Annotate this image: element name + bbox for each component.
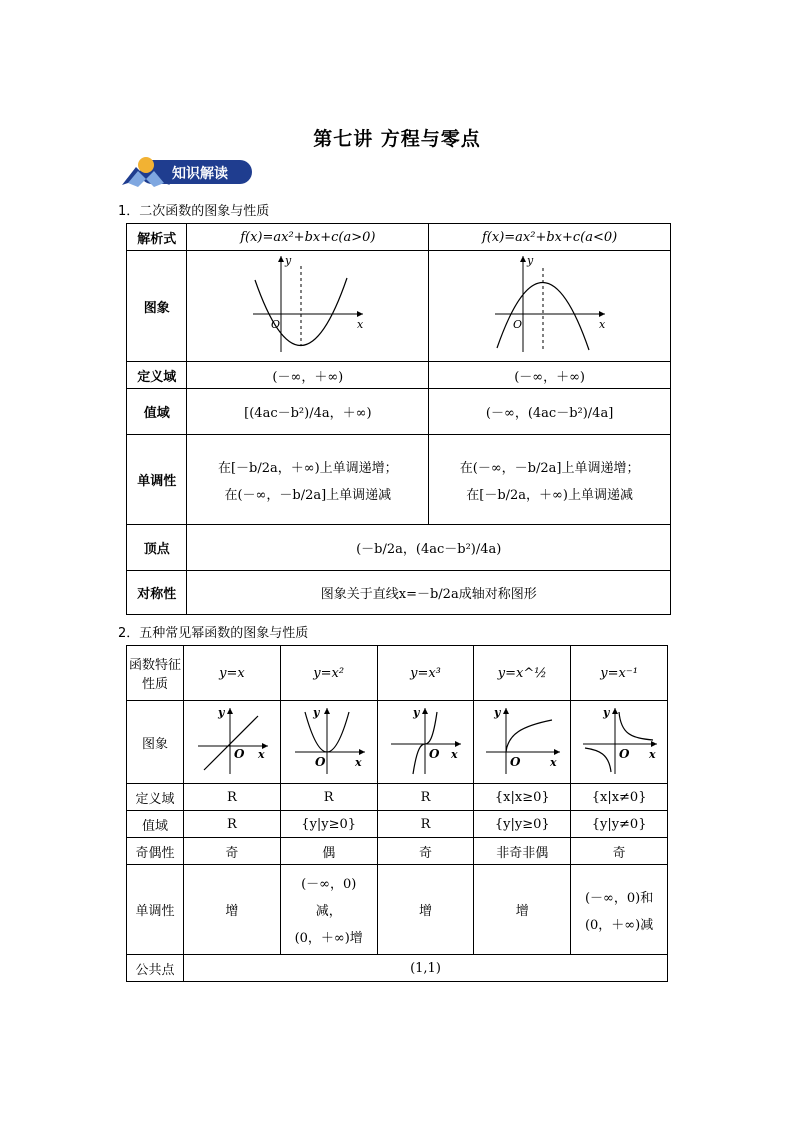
graph-upward-parabola bbox=[187, 251, 429, 362]
header-feature: 函数特征性质 bbox=[127, 646, 184, 701]
header-common-point: 公共点 bbox=[127, 955, 184, 982]
y-axis-label: y bbox=[413, 706, 420, 719]
badge-label: 知识解读 bbox=[172, 166, 228, 182]
mono-x-inverse bbox=[571, 865, 668, 955]
vertex-value: (－b/2a，(4ac－b²)/4a) bbox=[187, 525, 671, 571]
domain-x-cubed: R bbox=[377, 784, 474, 811]
range-x-squared: {y|y≥0} bbox=[280, 811, 377, 838]
func-x-inverse: y=x⁻¹ bbox=[571, 646, 668, 701]
x-axis-label: x bbox=[598, 317, 605, 331]
range-a-negative: (－∞，(4ac－b²)/4a] bbox=[429, 389, 671, 435]
mono-x-squared-line2: 减， bbox=[315, 904, 342, 919]
origin-label: O bbox=[619, 747, 630, 761]
origin-label: O bbox=[510, 755, 521, 769]
header-monotonicity: 单调性 bbox=[127, 865, 184, 955]
x-axis-label: x bbox=[649, 748, 656, 761]
header-expression: 解析式 bbox=[127, 224, 187, 251]
quadratic-table bbox=[126, 223, 671, 615]
range-x: R bbox=[184, 811, 281, 838]
graph-sqrt bbox=[474, 701, 571, 784]
header-parity: 奇偶性 bbox=[127, 838, 184, 865]
linear-plot bbox=[192, 704, 272, 776]
downward-parabola-plot bbox=[485, 252, 615, 357]
mono-x-half: 增 bbox=[474, 865, 571, 955]
x-axis-label: x bbox=[257, 748, 265, 761]
upward-parabola-plot bbox=[243, 252, 373, 357]
power-function-table bbox=[126, 645, 668, 982]
domain-x-squared: R bbox=[280, 784, 377, 811]
parity-x: 奇 bbox=[184, 838, 281, 865]
graph-linear bbox=[184, 701, 281, 784]
mono-a-positive-decrease: 在(－∞，－b/2a]上单调递减 bbox=[224, 487, 392, 503]
x-axis-label: x bbox=[354, 756, 362, 769]
x-axis-label: x bbox=[451, 748, 459, 761]
mono-a-positive-increase: 在[－b/2a，＋∞)上单调递增； bbox=[217, 460, 398, 476]
sqrt-plot bbox=[482, 704, 562, 776]
origin-label: O bbox=[314, 755, 326, 769]
parity-x-half: 非奇非偶 bbox=[474, 838, 571, 865]
y-axis-label: y bbox=[217, 706, 225, 719]
header-symmetry: 对称性 bbox=[127, 571, 187, 615]
graph-downward-parabola bbox=[429, 251, 671, 362]
range-x-cubed: R bbox=[377, 811, 474, 838]
mono-x-cubed: 增 bbox=[377, 865, 474, 955]
graph-square bbox=[280, 701, 377, 784]
book-icon bbox=[118, 155, 174, 189]
y-axis-label: y bbox=[312, 706, 320, 719]
mono-x-squared-line1: (－∞，0) bbox=[301, 877, 357, 892]
expr-a-positive: f(x)=ax²+bx+c(a>0) bbox=[187, 224, 429, 251]
range-x-inverse: {y|y≠0} bbox=[571, 811, 668, 838]
mono-x-inverse-line2: (0，＋∞)减 bbox=[584, 917, 654, 933]
x-axis-label: x bbox=[550, 756, 557, 769]
common-point-value: (1,1) bbox=[184, 955, 668, 982]
header-vertex: 顶点 bbox=[127, 525, 187, 571]
header-range: 值域 bbox=[127, 389, 187, 435]
mono-a-negative-decrease: 在[－b/2a，＋∞)上单调递减 bbox=[466, 487, 633, 503]
origin-label: O bbox=[233, 747, 245, 761]
domain-a-negative: (－∞，＋∞) bbox=[429, 362, 671, 389]
page-title: 第七讲 方程与零点 bbox=[313, 128, 481, 150]
section-1-heading: 1．二次函数的图象与性质 bbox=[118, 204, 270, 219]
x-axis-label: x bbox=[356, 317, 364, 331]
mono-x-inverse-line1: (－∞，0)和 bbox=[584, 890, 654, 906]
domain-a-positive: (－∞，＋∞) bbox=[187, 362, 429, 389]
func-x-half: y=x^½ bbox=[474, 646, 571, 701]
header-graph: 图象 bbox=[127, 701, 184, 784]
y-axis-label: y bbox=[603, 706, 610, 719]
parity-x-inverse: 奇 bbox=[571, 838, 668, 865]
domain-x: R bbox=[184, 784, 281, 811]
y-axis-label: y bbox=[494, 706, 501, 719]
origin-label: O bbox=[429, 747, 440, 761]
mono-a-negative-increase: 在(－∞，－b/2a]上单调递增； bbox=[459, 460, 640, 476]
mono-x: 增 bbox=[184, 865, 281, 955]
graph-cube bbox=[377, 701, 474, 784]
mono-x-squared bbox=[280, 865, 377, 955]
parity-x-cubed: 奇 bbox=[377, 838, 474, 865]
mono-a-positive bbox=[187, 435, 429, 525]
func-x-squared: y=x² bbox=[280, 646, 377, 701]
func-x: y=x bbox=[184, 646, 281, 701]
y-axis-label: y bbox=[526, 253, 533, 267]
mono-x-squared-line3: (0，＋∞)增 bbox=[294, 931, 363, 946]
header-range: 值域 bbox=[127, 811, 184, 838]
square-plot bbox=[289, 704, 369, 776]
func-x-cubed: y=x³ bbox=[377, 646, 474, 701]
section-2-heading: 2．五种常见幂函数的图象与性质 bbox=[118, 626, 309, 641]
range-x-half: {y|y≥0} bbox=[474, 811, 571, 838]
parity-x-squared: 偶 bbox=[280, 838, 377, 865]
mono-a-negative bbox=[429, 435, 671, 525]
origin-label: O bbox=[270, 317, 280, 331]
cube-plot bbox=[385, 704, 465, 776]
header-graph: 图象 bbox=[127, 251, 187, 362]
header-domain: 定义域 bbox=[127, 362, 187, 389]
expr-a-negative: f(x)=ax²+bx+c(a<0) bbox=[429, 224, 671, 251]
domain-x-inverse: {x|x≠0} bbox=[571, 784, 668, 811]
header-domain: 定义域 bbox=[127, 784, 184, 811]
y-axis-label: y bbox=[284, 253, 292, 267]
graph-inverse bbox=[571, 701, 668, 784]
origin-label: O bbox=[512, 317, 522, 331]
inverse-plot bbox=[579, 704, 659, 776]
symmetry-value: 图象关于直线x=－b/2a成轴对称图形 bbox=[187, 571, 671, 615]
section-badge bbox=[118, 155, 258, 187]
header-monotonicity: 单调性 bbox=[127, 435, 187, 525]
range-a-positive: [(4ac－b²)/4a，＋∞) bbox=[187, 389, 429, 435]
domain-x-half: {x|x≥0} bbox=[474, 784, 571, 811]
